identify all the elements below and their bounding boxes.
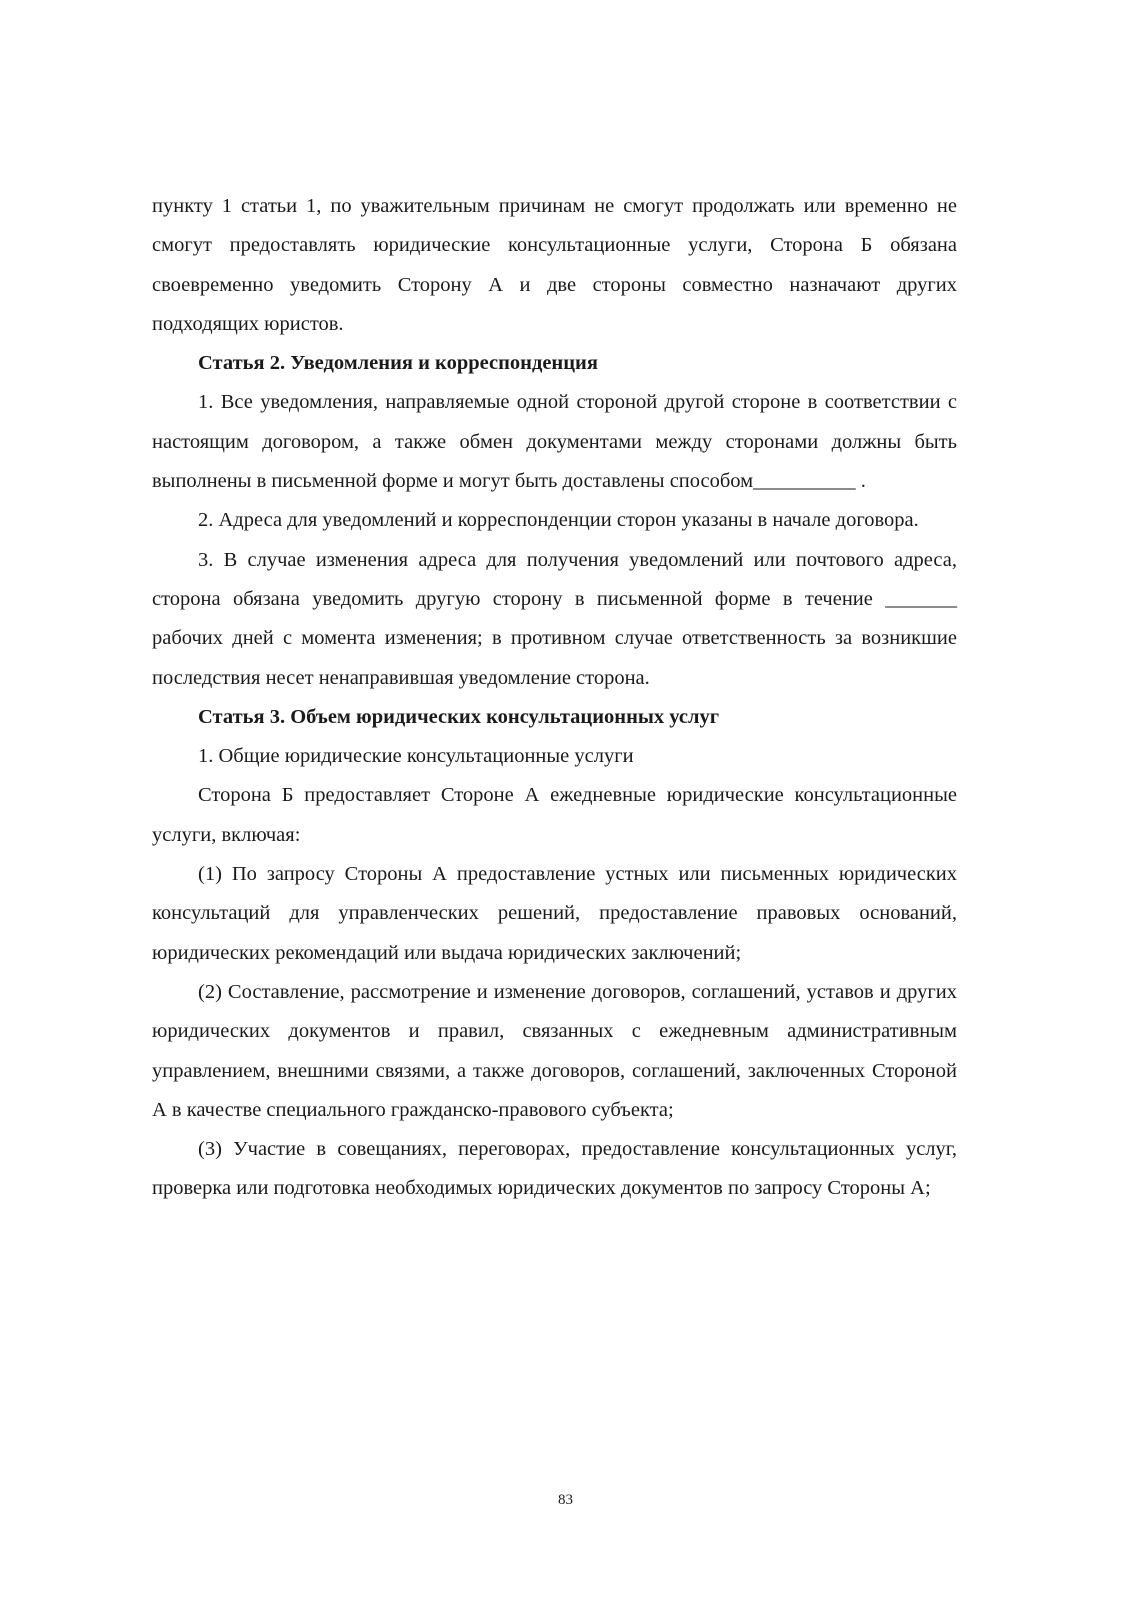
article-3-item-3: (3) Участие в совещаниях, переговорах, предоставление консультационных услуг, проверка или подготовка необходимых юридических документов по запросу Стороны А; bbox=[152, 1138, 957, 1200]
article-3-item-1: (1) По запросу Стороны А предоставление устных или письменных юридических консультаций для управленческих решений, предоставление правовых оснований, юридических рекомендаций или выдача юридических заключений; bbox=[152, 863, 957, 964]
document-body bbox=[152, 187, 957, 1209]
article-3-heading: Статья 3. Объем юридических консультационных услуг bbox=[198, 705, 720, 728]
article-3-item-2: (2) Составление, рассмотрение и изменение договоров, соглашений, уставов и других юридических документов и правил, связанных с ежедневным административным управлением, внешними связями, а также договоров, соглашений, заключенных Стороной А в качестве специального гражданско-правового субъекта; bbox=[152, 980, 957, 1121]
page-number: 83 bbox=[558, 1492, 573, 1508]
article-2-clause-1: 1. Все уведомления, направляемые одной стороной другой стороне в соответствии с настоящим договором, а также обмен документами между сторонами должны быть выполнены в письменной форме и могут быть доставлены способом__________ . bbox=[152, 391, 957, 493]
article-3-clause-1: 1. Общие юридические консультационные услуги bbox=[198, 745, 634, 768]
continuation-paragraph: пункту 1 статьи 1, по уважительным причинам не смогут продолжать или временно не смогут предоставлять юридические консультационные услуги, Сторона Б обязана своевременно уведомить Сторону А и две стороны совместно назначают других подходящих юристов. bbox=[152, 195, 957, 335]
article-2-clause-2: 2. Адреса для уведомлений и корреспонденции сторон указаны в начале договора. bbox=[198, 509, 919, 532]
article-2-clause-3: 3. В случае изменения адреса для получения уведомлений или почтового адреса, сторона обязана уведомить другую сторону в письменной форме в течение _______ рабочих дней с момента изменения; в противном случае ответственность за возникшие последствия несет ненаправившая уведомление сторона. bbox=[152, 548, 957, 689]
article-3-intro-paragraph: Сторона Б предоставляет Стороне А ежедневные юридические консультационные услуги, включая: bbox=[152, 784, 957, 846]
article-2-heading: Статья 2. Уведомления и корреспонденция bbox=[198, 352, 598, 375]
